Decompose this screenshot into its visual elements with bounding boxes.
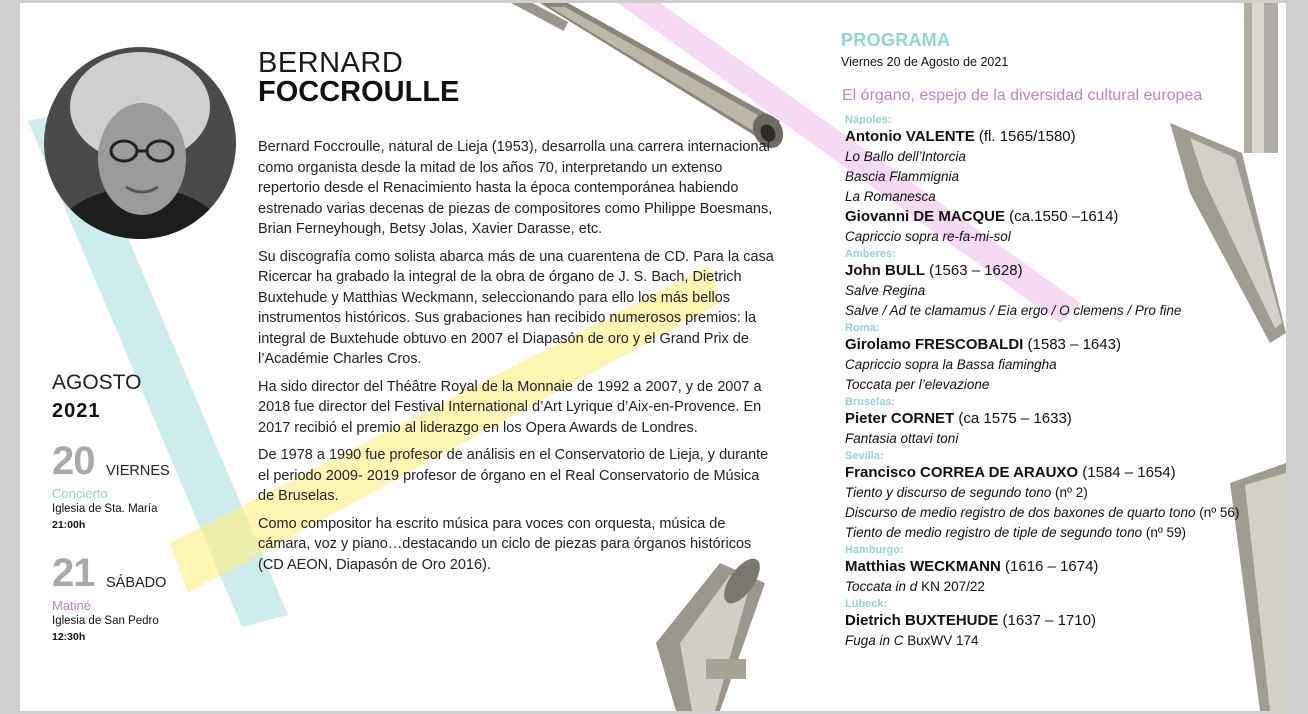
program-work	[845, 631, 1285, 651]
artist-last-name: FOCCROULLE	[258, 76, 460, 108]
program-city: Amberes:	[845, 248, 896, 260]
program-subtitle: El órgano, espejo de la diversidad cultural europea	[842, 87, 1203, 104]
program-work	[845, 523, 1285, 543]
schedule-month: AGOSTO	[52, 371, 142, 394]
composer-dates: (1584 – 1654)	[1078, 464, 1176, 481]
program-work	[845, 147, 1285, 167]
bio-paragraph: Ha sido director del Théâtre Royal de la Monnaie de 1992 a 2007, y de 2007 a 2018 fue director del Festival International d’Art Lyrique d’Aix-en-Provence. En 2017 recibió el premio al liderazgo en los Opera Awards de Londres.	[258, 378, 762, 436]
work-title: Bascia Flammignia	[845, 169, 960, 184]
work-title: Capriccio sopra la Bassa fiamingha	[845, 357, 1057, 372]
composer-dates: (fl. 1565/1580)	[974, 128, 1076, 145]
composer-name: Antonio VALENTE	[845, 128, 975, 145]
program-page	[20, 3, 1286, 711]
composer-dates: (1583 – 1643)	[1023, 336, 1121, 353]
program-work	[845, 483, 1285, 503]
program-work	[845, 227, 1285, 247]
program-date: Viernes 20 de Agosto de 2021	[841, 55, 1009, 69]
work-title: Salve / Ad te clamamus / Eia ergo / O clemens / Pro fine	[845, 303, 1182, 318]
composer-dates: (ca 1575 – 1633)	[954, 410, 1072, 427]
work-title: Fantasia ottavi toni	[845, 431, 959, 446]
composer-name: Dietrich BUXTEHUDE	[845, 612, 999, 629]
program-composer	[845, 463, 1285, 483]
program-composer	[845, 261, 1285, 281]
event-type: Matiné	[52, 598, 92, 613]
work-catalog: (nº 56)	[1195, 505, 1240, 520]
work-title: Tiento y discurso de segundo tono	[845, 485, 1052, 500]
artist-first-name: BERNARD	[258, 47, 404, 79]
composer-dates: (1563 – 1628)	[925, 262, 1023, 279]
artist-photo	[44, 47, 236, 239]
program-city: Lübeck:	[845, 598, 888, 610]
work-title: Capriccio sopra re-fa-mi-sol	[845, 229, 1011, 244]
event-day-number: 21	[52, 551, 95, 595]
artist-biography	[258, 137, 778, 582]
program-heading: PROGRAMA	[841, 30, 951, 50]
event-time: 21:00h	[52, 519, 86, 531]
program-work	[845, 375, 1285, 395]
bio-paragraph: Bernard Foccroulle, natural de Lieja (1953), desarrolla una carrera internacional como organista desde la mitad de los años 70, interpretando un extenso repertorio desde el Renacimiento hasta la época contemporánea habiendo estrenado varias decenas de piezas de compositores como Philippe Boesmans, Brian Ferneyhough, Betsy Jolas, Xavier Darasse, etc.	[258, 139, 773, 237]
program-composer	[845, 611, 1285, 631]
program-city: Bruselas:	[845, 396, 896, 408]
schedule-year: 2021	[52, 400, 101, 422]
program-composer	[845, 335, 1285, 355]
work-title: Lo Ballo dell’Intorcia	[845, 149, 966, 164]
program-work	[845, 429, 1285, 449]
program-list	[845, 113, 1285, 651]
program-city: Roma:	[845, 322, 880, 334]
composer-dates: (ca.1550 –1614)	[1005, 208, 1119, 225]
program-work	[845, 187, 1285, 207]
program-city: Hamburgo:	[845, 544, 904, 556]
event-weekday: SÁBADO	[106, 575, 167, 591]
program-city: Nápoles:	[845, 114, 892, 126]
program-work	[845, 503, 1285, 523]
composer-name: Pieter CORNET	[845, 410, 955, 427]
work-title: Salve Regina	[845, 283, 926, 298]
work-title: Toccata per l’elevazione	[845, 377, 990, 392]
composer-name: Matthias WECKMANN	[845, 558, 1001, 575]
composer-name: Girolamo FRESCOBALDI	[845, 336, 1024, 353]
work-title: Tiento de medio registro de tiple de segundo tono	[845, 525, 1143, 540]
program-city: Sevilla:	[845, 450, 884, 462]
work-title: La Romanesca	[845, 189, 936, 204]
event-type: Concierto	[52, 486, 108, 501]
program-work	[845, 355, 1285, 375]
event-venue: Iglesia de Sta. María	[52, 503, 158, 515]
work-catalog: (nº 59)	[1142, 525, 1187, 540]
work-title: Discurso de medio registro de dos baxones de quarto tono	[845, 505, 1196, 520]
composer-name: John BULL	[845, 262, 925, 279]
program-work	[845, 577, 1285, 597]
composer-dates: (1637 – 1710)	[998, 612, 1096, 629]
work-title: Fuga in C	[845, 633, 904, 648]
event-weekday: VIERNES	[106, 463, 170, 479]
program-composer	[845, 207, 1285, 227]
program-work	[845, 167, 1285, 187]
composer-dates: (1616 – 1674)	[1000, 558, 1099, 575]
work-catalog: (nº 2)	[1051, 485, 1088, 500]
artist-portrait	[44, 47, 236, 239]
composer-name: Francisco CORREA DE ARAUXO	[845, 464, 1079, 481]
program-composer	[845, 127, 1285, 147]
work-catalog: KN 207/22	[917, 579, 985, 594]
bio-paragraph: Como compositor ha escrito música para voces con orquesta, música de cámara, voz y piano…destacando un ciclo de piezas para órganos históricos (CD AEON, Diapasón de Oro 2016).	[258, 515, 752, 573]
event-day-number: 20	[52, 439, 95, 483]
work-title: Toccata in d	[845, 579, 918, 594]
bio-paragraph: De 1978 a 1990 fue profesor de análisis en el Conservatorio de Lieja, y durante el periodo 2009- 2019 profesor de órgano en el Real Conservatorio de Música de Bruselas.	[258, 447, 769, 504]
program-work	[845, 281, 1285, 301]
composer-name: Giovanni DE MACQUE	[845, 208, 1006, 225]
program-composer	[845, 557, 1285, 577]
bio-paragraph: Su discografía como solista abarca más de una cuarentena de CD. Para la casa Ricercar ha grabado la integral de la obra de órgano de J. S. Bach, Dietrich Buxtehude y Matthias Weckmann, seleccionando para ello los más bellos instrumentos históricos. Sus grabaciones han recibido numerosos premios: la integral de Buxtehude obtuvo en 2007 el Diapasón de oro y el Grand Prix de l’Académie Charles Cros.	[258, 248, 774, 367]
event-venue: Iglesia de San Pedro	[52, 615, 159, 627]
program-composer	[845, 409, 1285, 429]
work-catalog: BuxWV 174	[903, 633, 979, 648]
program-work	[845, 301, 1285, 321]
event-time: 12:30h	[52, 631, 86, 643]
